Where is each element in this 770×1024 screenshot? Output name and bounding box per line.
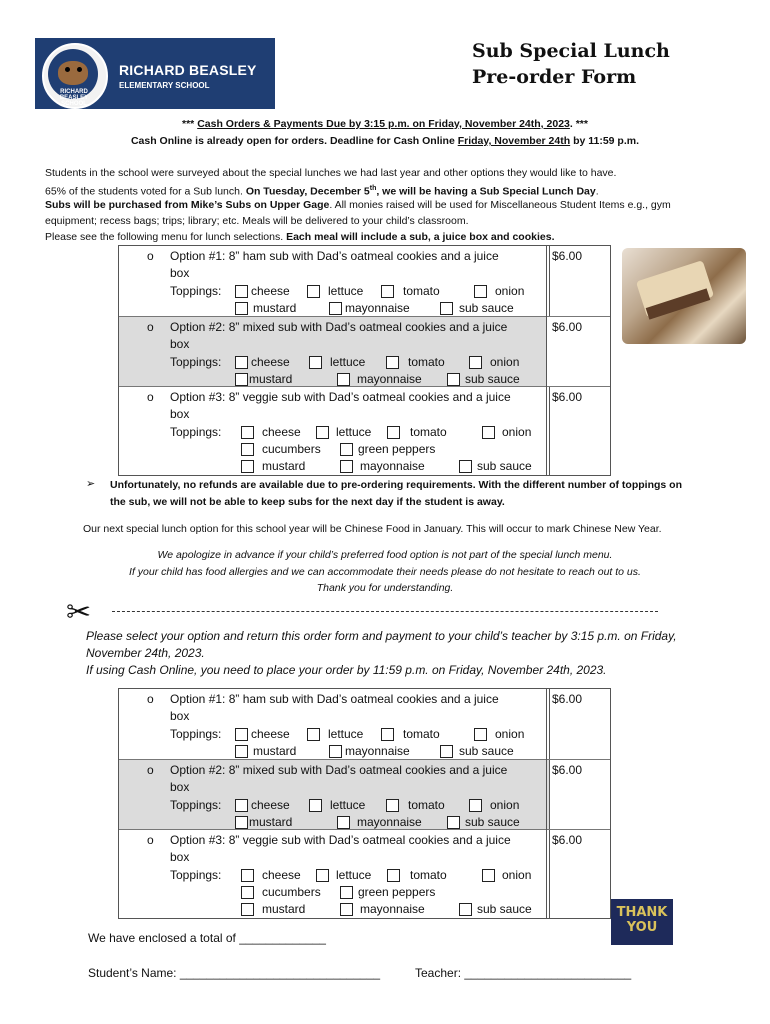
option-2-tomato-checkbox[interactable]: [386, 356, 399, 369]
option-3-sub-sauce-checkbox[interactable]: [459, 460, 472, 473]
option-3-row: o Option #3: 8” veggie sub with Dad’s oatmeal cookies and a juice box Toppings: cheese lettuce tomato onion cucumbers green peppers mustard mayonnaise sub sauce: [119, 386, 549, 476]
order-option-1-mustard-checkbox[interactable]: [235, 745, 248, 758]
option-2-price: $6.00: [552, 320, 583, 334]
menu-table-top: [118, 245, 550, 476]
menu-table-bottom: [118, 688, 550, 919]
order-option-3-lettuce-checkbox[interactable]: [316, 869, 329, 882]
order-option-1-lettuce-checkbox[interactable]: [307, 728, 320, 741]
school-seal-icon: RICHARD BEASLEY SCHOOL: [42, 43, 108, 109]
order-option-2-cheese-checkbox[interactable]: [235, 799, 248, 812]
thank-you-image: THANK YOU: [611, 899, 673, 945]
order-option-2-sub-sauce-checkbox[interactable]: [447, 816, 460, 829]
order-option-3-cheese-checkbox[interactable]: [241, 869, 254, 882]
school-name: RICHARD BEASLEY: [119, 62, 257, 78]
option-3-green-peppers-checkbox[interactable]: [340, 443, 353, 456]
apology-line-2: If your child has food allergies and we can accommodate their needs please do not hesitate to reach out to us.: [129, 566, 641, 578]
option-3-cucumbers-checkbox[interactable]: [241, 443, 254, 456]
order-option-2-lettuce-checkbox[interactable]: [309, 799, 322, 812]
intro-line-4: equipment; recess bags; trips; library; etc. Meals will be delivered to your child’s classroom.: [45, 215, 469, 227]
order-option-3-cucumbers-checkbox[interactable]: [241, 886, 254, 899]
option-1-lettuce-checkbox[interactable]: [307, 285, 320, 298]
order-option-3-green-peppers-checkbox[interactable]: [340, 886, 353, 899]
refund-line-2: the sub, we will not be able to keep subs for the next day if the student is away.: [110, 496, 505, 508]
intro-line-5: Please see the following menu for lunch selections. Each meal will include a sub, a juice box and cookies.: [45, 231, 555, 243]
order-option-1-sub-sauce-checkbox[interactable]: [440, 745, 453, 758]
order-option-3-onion-checkbox[interactable]: [482, 869, 495, 882]
order-option-2-tomato-checkbox[interactable]: [386, 799, 399, 812]
option-2-mustard-checkbox[interactable]: [235, 373, 248, 386]
option-3-onion-checkbox[interactable]: [482, 426, 495, 439]
option-1-sub-sauce-checkbox[interactable]: [440, 302, 453, 315]
option-2-mayonnaise-checkbox[interactable]: [337, 373, 350, 386]
order-option-3-tomato-checkbox[interactable]: [387, 869, 400, 882]
apology-line-3: Thank you for understanding.: [316, 582, 454, 594]
order-option-3-sub-sauce-checkbox[interactable]: [459, 903, 472, 916]
option-1-cheese-checkbox[interactable]: [235, 285, 248, 298]
option-3-mayonnaise-checkbox[interactable]: [340, 460, 353, 473]
option-2-row: o Option #2: 8” mixed sub with Dad’s oatmeal cookies and a juice box Toppings: cheese lettuce tomato onion mustard mayonnaise sub sauce: [119, 759, 549, 830]
order-option-3-mustard-checkbox[interactable]: [241, 903, 254, 916]
refund-line-1: Unfortunately, no refunds are available due to pre-ordering requirements. With the different number of toppings on: [110, 479, 683, 491]
intro-line-1: Students in the school were surveyed about the special lunches we had last year and other options they would like to have.: [45, 167, 617, 179]
intro-line-2: 65% of the students voted for a Sub lunch. On Tuesday, December 5th, we will be having a Sub Special Lunch Day.: [45, 185, 599, 198]
return-line-2: November 24th, 2023.: [86, 646, 205, 660]
option-2-onion-checkbox[interactable]: [469, 356, 482, 369]
option-1-row: o Option #1: 8” ham sub with Dad’s oatmeal cookies and a juice box Toppings: cheese lettuce tomato onion mustard mayonnaise sub sauce: [147, 692, 525, 758]
order-option-1-onion-checkbox[interactable]: [474, 728, 487, 741]
return-line-3: If using Cash Online, you need to place your order by 11:59 p.m. on Friday, November 24th, 2023.: [86, 663, 607, 677]
school-type: ELEMENTARY SCHOOL: [119, 81, 210, 90]
return-line-1: Please select your option and return this order form and payment to your child’s teacher by 3:15 p.m. on Friday,: [86, 629, 677, 643]
arrow-bullet-icon: ➢: [86, 478, 96, 490]
order-option-2-mayonnaise-checkbox[interactable]: [337, 816, 350, 829]
price-column-bottom: [546, 688, 611, 919]
scissors-icon: ✂: [66, 596, 92, 629]
option-1-row: o Option #1: 8” ham sub with Dad’s oatmeal cookies and a juice box Toppings: cheese lettuce tomato onion mustard mayonnaise sub sauce: [147, 249, 525, 315]
order-option-2-price: $6.00: [552, 763, 583, 777]
apology-line-1: We apologize in advance if your child’s preferred food option is not part of the special lunch menu.: [157, 549, 613, 561]
cash-deadline-notice: *** Cash Orders & Payments Due by 3:15 p.m. on Friday, November 24th, 2023. ***: [182, 118, 588, 130]
option-2-sub-sauce-checkbox[interactable]: [447, 373, 460, 386]
option-1-price: $6.00: [552, 249, 583, 263]
next-lunch-note: Our next special lunch option for this school year will be Chinese Food in January. This will occur to mark Chinese New Year.: [83, 523, 662, 535]
option-1-mayonnaise-checkbox[interactable]: [329, 302, 342, 315]
student-name-field[interactable]: Student’s Name: ______________________________: [88, 966, 381, 980]
option-1-tomato-checkbox[interactable]: [381, 285, 394, 298]
option-3-price: $6.00: [552, 390, 583, 404]
cut-line: [112, 611, 658, 612]
order-option-3-price: $6.00: [552, 833, 583, 847]
option-3-row: o Option #3: 8” veggie sub with Dad’s oatmeal cookies and a juice box Toppings: cheese lettuce tomato onion cucumbers green peppers mustard mayonnaise sub sauce: [119, 829, 549, 919]
form-title: Sub Special Lunch Pre-order Form: [472, 40, 670, 88]
school-logo-banner: [35, 38, 275, 109]
option-3-mustard-checkbox[interactable]: [241, 460, 254, 473]
option-2-lettuce-checkbox[interactable]: [309, 356, 322, 369]
option-2-cheese-checkbox[interactable]: [235, 356, 248, 369]
intro-line-3: Subs will be purchased from Mike’s Subs on Upper Gage. All monies raised will be used for Miscellaneous Student Items e.g., gym: [45, 199, 671, 211]
order-option-2-onion-checkbox[interactable]: [469, 799, 482, 812]
price-column-top: [546, 245, 611, 476]
order-option-1-tomato-checkbox[interactable]: [381, 728, 394, 741]
teacher-field[interactable]: Teacher: _________________________: [415, 966, 632, 980]
order-option-1-cheese-checkbox[interactable]: [235, 728, 248, 741]
option-1-onion-checkbox[interactable]: [474, 285, 487, 298]
cash-online-notice: Cash Online is already open for orders. Deadline for Cash Online Friday, November 24th by 11:59 p.m.: [130, 135, 640, 147]
option-3-lettuce-checkbox[interactable]: [316, 426, 329, 439]
option-3-cheese-checkbox[interactable]: [241, 426, 254, 439]
option-2-row: o Option #2: 8” mixed sub with Dad’s oatmeal cookies and a juice box Toppings: cheese lettuce tomato onion mustard mayonnaise sub sauce: [119, 316, 549, 387]
sandwich-photo: [622, 248, 746, 344]
order-option-1-mayonnaise-checkbox[interactable]: [329, 745, 342, 758]
order-option-2-mustard-checkbox[interactable]: [235, 816, 248, 829]
order-option-3-mayonnaise-checkbox[interactable]: [340, 903, 353, 916]
option-3-tomato-checkbox[interactable]: [387, 426, 400, 439]
order-option-1-price: $6.00: [552, 692, 583, 706]
total-enclosed-field[interactable]: We have enclosed a total of _____________: [88, 931, 326, 945]
option-1-mustard-checkbox[interactable]: [235, 302, 248, 315]
